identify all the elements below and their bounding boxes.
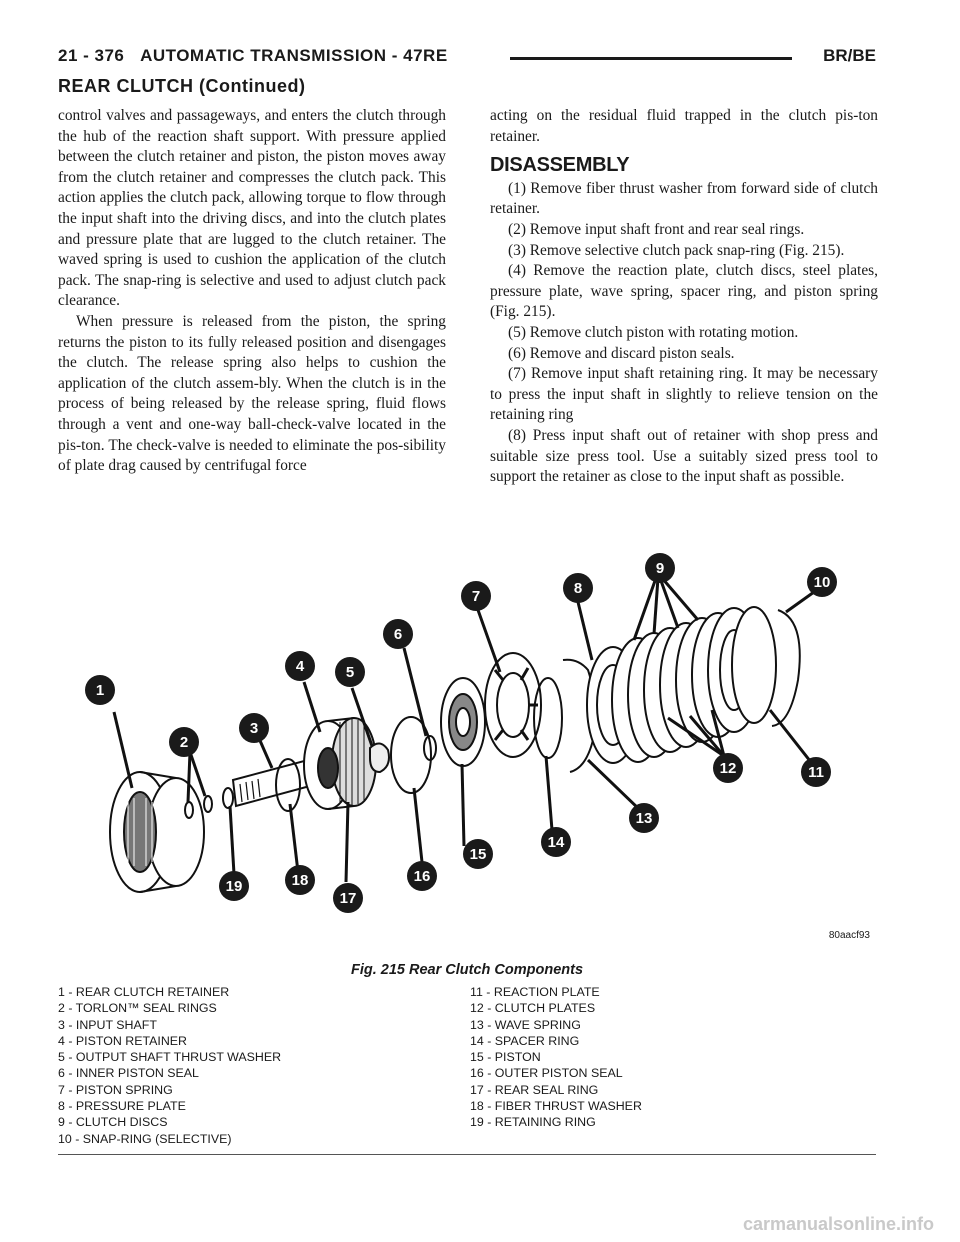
page-header bbox=[58, 46, 876, 74]
right-column bbox=[490, 106, 878, 488]
legend-item: 14 - SPACER RING bbox=[470, 1033, 580, 1048]
svg-text:16: 16 bbox=[413, 868, 431, 885]
legend-item: 17 - REAR SEAL RING bbox=[470, 1082, 599, 1097]
legend-item: 15 - PISTON bbox=[470, 1050, 541, 1065]
paragraph: control valves and passageways, and enters the clutch through the hub of the reaction shaft support. With pressure applied between the clutch retainer and piston, the piston moves away from the clutch retainer and compresses the clutch pack. This action applies the clutch pack, allowing torque to flow through the input shaft into the driving discs, and into the clutch plates and pressure plate that are lugged to the clutch retainer. The waved spring is used to cushion the application of the clutch pack. The snap-ring is selective and used to adjust clutch pack clearance. bbox=[58, 107, 446, 310]
callout-19 bbox=[219, 871, 249, 901]
callout-8 bbox=[563, 573, 593, 603]
figure-caption: Fig. 215 Rear Clutch Components bbox=[350, 962, 584, 978]
svg-text:18: 18 bbox=[291, 872, 309, 889]
legend-item: 13 - WAVE SPRING bbox=[470, 1017, 581, 1032]
callout-13 bbox=[629, 803, 659, 833]
input-shaft bbox=[233, 760, 315, 806]
callout-1 bbox=[85, 675, 115, 705]
callout-6 bbox=[383, 619, 413, 649]
step: (2) Remove input shaft front and rear seal rings. bbox=[508, 220, 805, 238]
svg-text:12: 12 bbox=[719, 760, 737, 777]
svg-text:8: 8 bbox=[573, 580, 583, 597]
callout-16 bbox=[407, 861, 437, 891]
reaction-plate bbox=[732, 607, 776, 723]
legend-item: 2 - TORLON™ SEAL RINGS bbox=[58, 1001, 217, 1016]
callout-3 bbox=[239, 713, 269, 743]
piston-spring bbox=[485, 653, 541, 757]
watermark-link[interactable]: carmanualsonline.info bbox=[742, 1214, 934, 1234]
svg-text:2: 2 bbox=[179, 734, 189, 751]
header-title: 21 - 376 AUTOMATIC TRANSMISSION - 47RE bbox=[58, 46, 448, 65]
output-shaft-thrust-washer bbox=[370, 743, 389, 772]
svg-text:15: 15 bbox=[469, 846, 487, 863]
bottom-rule bbox=[58, 1154, 876, 1155]
paragraph: acting on the residual fluid trapped in the clutch pis-ton retainer. bbox=[490, 107, 878, 145]
svg-text:14: 14 bbox=[547, 834, 565, 851]
callout-10 bbox=[807, 567, 837, 597]
left-column bbox=[58, 106, 446, 477]
legend-item: 16 - OUTER PISTON SEAL bbox=[470, 1066, 623, 1081]
callout-14 bbox=[541, 827, 571, 857]
callout-11 bbox=[801, 757, 831, 787]
svg-text:3: 3 bbox=[249, 720, 259, 737]
header-rule bbox=[510, 57, 792, 60]
legend-item: 4 - PISTON RETAINER bbox=[58, 1033, 187, 1048]
legend-item: 10 - SNAP-RING (SELECTIVE) bbox=[58, 1131, 232, 1146]
svg-text:6: 6 bbox=[393, 626, 403, 643]
callout-15 bbox=[463, 839, 493, 869]
callout-18 bbox=[285, 865, 315, 895]
legend-item: 11 - REACTION PLATE bbox=[470, 985, 600, 999]
callout-2 bbox=[169, 727, 199, 757]
figure-code: 80aacf93 bbox=[828, 930, 870, 941]
svg-text:1: 1 bbox=[95, 682, 105, 699]
retaining-ring bbox=[223, 788, 233, 808]
legend-item: 3 - INPUT SHAFT bbox=[58, 1017, 157, 1032]
exploded-view-figure bbox=[58, 540, 876, 960]
step: (3) Remove selective clutch pack snap-ring (Fig. 215). bbox=[508, 241, 845, 259]
svg-text:19: 19 bbox=[225, 878, 243, 895]
legend-item: 7 - PISTON SPRING bbox=[58, 1082, 173, 1097]
legend-right bbox=[470, 984, 642, 1131]
legend-item: 6 - INNER PISTON SEAL bbox=[58, 1066, 199, 1081]
legend-item: 19 - RETAINING RING bbox=[470, 1115, 596, 1130]
disassembly-heading: DISASSEMBLY bbox=[490, 154, 630, 177]
step: (4) Remove the reaction plate, clutch discs, steel plates, pressure plate, wave spring, spacer ring, and piston spring (Fig. 215). bbox=[490, 262, 878, 321]
callout-12 bbox=[713, 753, 743, 783]
legend-item: 1 - REAR CLUTCH RETAINER bbox=[58, 985, 230, 999]
paragraph: When pressure is released from the piston, the spring returns the piston to its fully released position and disengages the clutch. The release spring also helps to cushion the application of the clutch assem-bly. When the clutch is in the process of being released by the release spring, fluid flows through a vent and one-way ball-check-valve located in the pis-ton. The check-valve is needed to eliminate the pos-sibility of plate drag caused by centrifugal force bbox=[58, 312, 446, 475]
svg-text:5: 5 bbox=[345, 664, 355, 681]
step: (7) Remove input shaft retaining ring. It may be necessary to press the input shaft in slightly to relieve tension on the retaining ring bbox=[490, 365, 878, 424]
callout-7 bbox=[461, 581, 491, 611]
legend-item: 5 - OUTPUT SHAFT THRUST WASHER bbox=[58, 1050, 282, 1065]
header-model: BR/BE bbox=[823, 46, 876, 65]
section-title: REAR CLUTCH (Continued) bbox=[58, 76, 306, 96]
rear-clutch-illustration bbox=[58, 540, 876, 960]
callout-4 bbox=[285, 651, 315, 681]
step: (1) Remove fiber thrust washer from forward side of clutch retainer. bbox=[490, 179, 878, 218]
legend-item: 8 - PRESSURE PLATE bbox=[58, 1099, 186, 1114]
svg-text:10: 10 bbox=[813, 574, 831, 591]
svg-text:11: 11 bbox=[808, 764, 824, 781]
legend-item: 12 - CLUTCH PLATES bbox=[470, 1001, 596, 1016]
svg-text:17: 17 bbox=[339, 890, 357, 907]
callout-9 bbox=[645, 553, 675, 583]
piston-retainer bbox=[304, 718, 376, 809]
legend-left bbox=[58, 984, 281, 1147]
callout-17 bbox=[333, 883, 363, 913]
svg-text:9: 9 bbox=[655, 560, 665, 577]
svg-text:4: 4 bbox=[295, 658, 305, 675]
step: (8) Press input shaft out of retainer with shop press and suitable size press tool. Use a suitably sized press tool to support the retainer as close to the input shaft as possible. bbox=[490, 426, 878, 486]
svg-text:7: 7 bbox=[471, 588, 481, 605]
piston bbox=[441, 678, 485, 766]
legend-item: 18 - FIBER THRUST WASHER bbox=[470, 1099, 642, 1114]
step: (6) Remove and discard piston seals. bbox=[508, 344, 735, 362]
legend-item: 9 - CLUTCH DISCS bbox=[58, 1115, 168, 1130]
callout-5 bbox=[335, 657, 365, 687]
svg-text:13: 13 bbox=[635, 810, 653, 827]
step: (5) Remove clutch piston with rotating motion. bbox=[508, 323, 799, 341]
